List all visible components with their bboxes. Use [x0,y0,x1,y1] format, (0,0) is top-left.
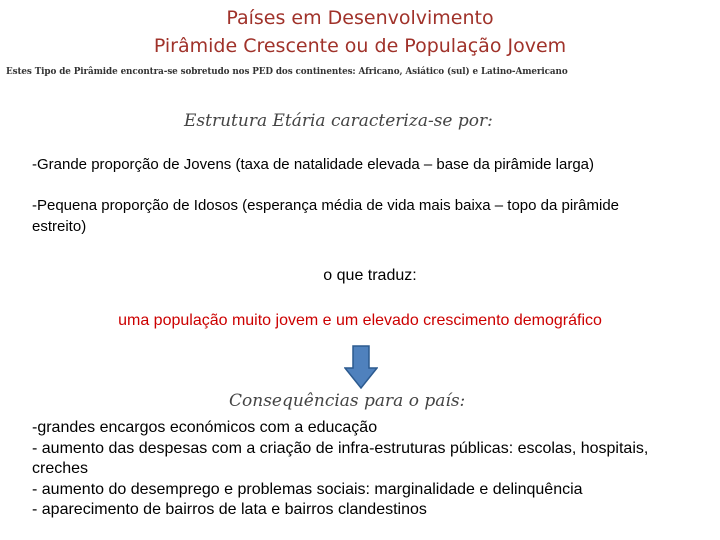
structure-bullet-2: -Pequena proporção de Idosos (esperança média de vida mais baixa – topo da pirâmide estreito) [32,197,620,235]
title-line-2: Pirâmide Crescente ou de População Jovem [153,35,567,57]
consequences-heading: Consequências para o país: [229,391,466,411]
structure-bullet-1: -Grande proporção de Jovens (taxa de natalidade elevada – base da pirâmide larga) [32,156,595,173]
consequences-list [32,418,702,521]
consequence-item: - aumento das despesas com a criação de infra-estruturas públicas: escolas, hospitais, creches [32,439,649,477]
subtitle: Estes Tipo de Pirâmide encontra-se sobretudo nos PED dos continentes: Africano, Asiático (sul) e Latino-Americano [6,67,568,77]
conclusion-lead: o que traduz: [323,267,417,284]
down-arrow-icon [344,345,378,389]
title-line-1: Países em Desenvolvimento [226,7,494,29]
conclusion-statement: uma população muito jovem e um elevado crescimento demográfico [118,312,602,329]
consequence-item: - aparecimento de bairros de lata e bairros clandestinos [32,501,427,518]
consequence-item: - aumento do desemprego e problemas sociais: marginalidade e delinquência [32,480,583,498]
structure-heading: Estrutura Etária caracteriza-se por: [184,111,493,131]
consequence-item: -grandes encargos económicos com a educação [32,419,378,436]
